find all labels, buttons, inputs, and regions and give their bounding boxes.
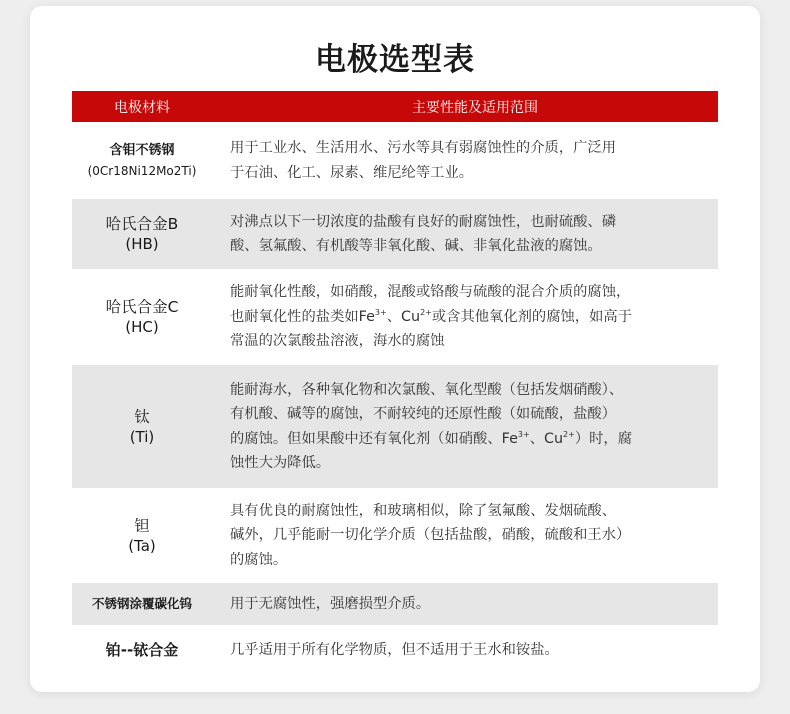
material-cell [72, 141, 212, 181]
description-line: 酸、氢氟酸、有机酸等非氧化酸、碱、非氧化盐液的腐蚀。 [230, 238, 602, 254]
table-row [72, 488, 718, 583]
material-cell [72, 214, 212, 254]
description-line: 的腐蚀。 [230, 551, 288, 568]
table-row [72, 122, 718, 199]
description-line: 对沸点以下一切浓度的盐酸有良好的耐腐蚀性，也耐硫酸、磷 [230, 213, 617, 230]
description-cell [212, 592, 718, 617]
page-title: 电极选型表 [315, 42, 475, 78]
material-cell [72, 594, 212, 614]
table-row [72, 199, 718, 269]
description-cell [212, 280, 718, 354]
table-row [72, 583, 718, 625]
material-name: 含钼不锈钢 [109, 142, 175, 158]
description-line: 具有优良的耐腐蚀性，和玻璃相似，除了氢氟酸、发烟硫酸、 [230, 502, 617, 519]
electrode-table [72, 91, 718, 675]
material-name: 不锈钢涂覆碳化钨 [91, 596, 192, 611]
description-line: 能耐海水，各种氧化物和次氯酸、氧化型酸（包括发烟硝酸）、 [230, 381, 624, 398]
table-row [72, 625, 718, 675]
description-line: 碱外，几乎能耐一切化学介质（包括盐酸，硝酸，硫酸和王水） [230, 527, 631, 544]
material-code: (HB) [125, 235, 159, 253]
material-code: (Ti) [129, 427, 155, 446]
description-cell [212, 136, 718, 185]
description-cell [212, 638, 718, 663]
table-row [72, 269, 718, 365]
description-line: 蚀性大为降低。 [230, 455, 331, 471]
material-code: (Ta) [128, 536, 156, 555]
description-cell [212, 378, 718, 476]
description-line: 用于工业水、生活用水、污水等具有弱腐蚀性的介质，广泛用 [230, 140, 617, 156]
header-description: 主要性能及适用范围 [412, 99, 538, 116]
description-line: 几乎适用于所有化学物质，但不适用于王水和铵盐。 [230, 641, 559, 658]
table-header [72, 91, 718, 122]
description-line: 用于无腐蚀性，强磨损型介质。 [230, 595, 431, 612]
header-material: 电极材料 [114, 99, 170, 116]
material-cell [72, 407, 212, 447]
description-line: 的腐蚀。但如果酸中还有氧化剂（如硝酸、$Fe^{3+}$、$Cu^{2+}$）时，腐 [230, 429, 633, 447]
material-cell [72, 640, 212, 660]
material-name: 钛 [134, 407, 150, 426]
material-code: (0Cr18Ni12Mo2Ti) [87, 163, 197, 178]
material-name: 哈氏合金B [105, 215, 179, 233]
selection-card [30, 6, 760, 692]
material-cell [72, 516, 212, 556]
description-cell [212, 210, 718, 259]
description-line: 常温的次氯酸盐溶液，海水的腐蚀 [230, 333, 445, 350]
material-name: 钽 [134, 516, 150, 535]
description-line: 有机酸、碱等的腐蚀，不耐较纯的还原性酸（如硫酸，盐酸） [230, 406, 617, 422]
description-cell [212, 499, 718, 573]
description-line: 能耐氧化性酸，如硝酸，混酸或铬酸与硫酸的混合介质的腐蚀， [230, 284, 631, 301]
description-line: 也耐氧化性的盐类如$Fe^{3+}$、$Cu^{2+}$或含其他氧化剂的腐蚀，如高于 [230, 307, 633, 325]
table-row [72, 365, 718, 488]
material-name: 铂--铱合金 [105, 641, 179, 659]
description-line: 于石油、化工、尿素、维尼纶等工业。 [230, 164, 474, 181]
material-cell [72, 297, 212, 337]
material-code: (HC) [125, 318, 159, 336]
material-name: 哈氏合金C [105, 298, 179, 316]
